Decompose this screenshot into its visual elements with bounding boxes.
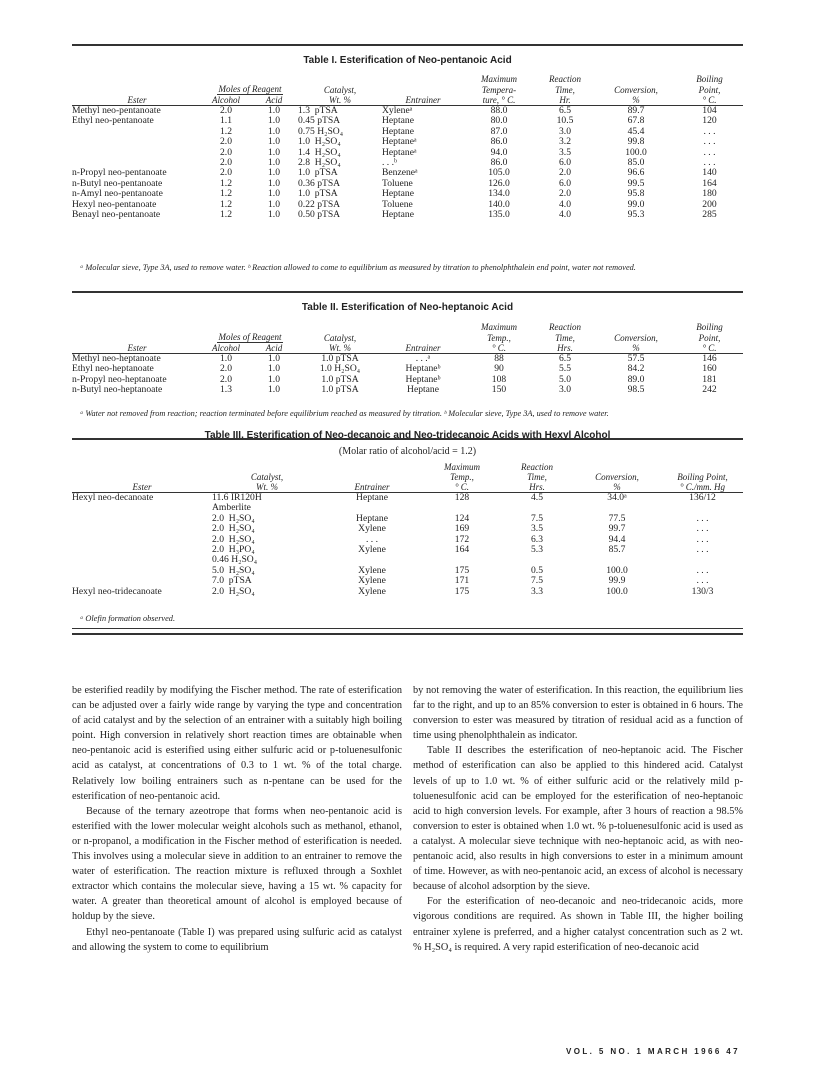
table-cell: 2.0: [220, 363, 232, 375]
table-cell: . . .: [703, 157, 716, 169]
table-cell: 1.2: [220, 188, 232, 200]
table-cell: Toluene: [382, 177, 413, 189]
table1-title: Table I. Esterification of Neo-pentanoic Acid: [303, 55, 512, 66]
table-cell: Xylene: [358, 564, 386, 576]
table-cell: Xylene: [358, 523, 386, 535]
table1-header-time-1: Reaction: [549, 74, 581, 84]
table-cell: Ethyl neo-pentanoate: [72, 115, 154, 127]
table1-header-time-3: Hr.: [559, 95, 571, 105]
table3-bottom-rule-2: [72, 633, 743, 635]
table-cell: Toluene: [382, 198, 413, 210]
table-cell: Methyl neo-heptanoate: [72, 353, 161, 364]
table-cell: 100.0: [625, 146, 647, 158]
table2-header-catalyst-1: Catalyst,: [323, 333, 357, 343]
table1-header-ester: Ester: [127, 95, 147, 105]
table-cell: 6.5: [559, 105, 571, 116]
table-cell: 5.5: [559, 363, 571, 375]
table-cell: 140: [702, 167, 717, 179]
table1-header-acid: Acid: [265, 95, 283, 105]
body-left-paragraph-1: be esterified readily by modifying the Fischer method. The rate of esterification can be adjusted over a fairly wide range by varying the type and concentration of acid catalyst and by the selection of an entrainer with a suitably high boiling point. High conversion in relatively short reaction times are obtainable when neo-pentanoic acid is esterified using either sulfuric acid or p-toluenesulfonic acid as catalyst, at concentrations of 0.3 to 1 wt. % of the total charge. Relatively low boiling entrainers such as n-pentane can be used for the esterification of neo-pentanoic acid.: [72, 685, 402, 802]
table2-header-entrainer: Entrainer: [405, 343, 441, 353]
table-cell: Hexyl neo-pentanoate: [72, 198, 157, 210]
table-cell: 175: [454, 585, 470, 597]
table1-header-bp-1: Boiling: [696, 74, 723, 84]
table-cell: 89.0: [627, 373, 645, 385]
table-cell: 95.3: [627, 209, 645, 221]
table-cell: 1.0: [268, 136, 280, 148]
table-cell: 7.5: [531, 575, 543, 587]
table-cell: 175: [454, 564, 470, 576]
table-cell: Benayl neo-pentanoate: [72, 209, 161, 221]
table1-bottom-rule: [72, 291, 743, 293]
table-row: [72, 535, 743, 545]
table-cell: Heptaneᵃ: [382, 146, 417, 158]
table-cell: Ethyl neo-heptanoate: [72, 363, 154, 375]
table-row: [72, 587, 743, 597]
table-cell: 104: [702, 105, 717, 116]
table-cell: 4.5: [531, 492, 543, 503]
table-cell: 67.8: [627, 115, 645, 127]
table-cell: 1.0: [268, 209, 280, 221]
table-cell: 84.2: [627, 363, 645, 375]
table-cell: [72, 555, 212, 565]
table-cell: 126.0: [488, 177, 510, 189]
table-cell: 88: [494, 353, 504, 364]
table-cell: 130/3: [691, 585, 714, 597]
table-cell: [72, 127, 202, 137]
table-cell: Methyl neo-pentanoate: [72, 105, 161, 116]
table-cell: 171: [454, 575, 470, 587]
table-cell: 1.0 pTSA: [321, 384, 359, 396]
table-cell: 0.36 pTSA: [298, 177, 341, 189]
table-cell: 1.0 pTSA: [298, 188, 338, 200]
table-cell: Heptane: [382, 115, 414, 127]
table2-body: [72, 354, 743, 396]
table-cell: 2.0 H₂SO₄: [212, 523, 255, 535]
table2-header-maxtemp-2: Temp.,: [487, 333, 511, 343]
table2-header-bp-2: Point,: [698, 333, 721, 343]
table-cell: 200: [702, 198, 717, 210]
table3-header-maxtemp-1: Maximum: [444, 462, 480, 472]
table-cell: 1.4 H₂SO₄: [298, 146, 341, 158]
table-cell: 6.0: [559, 177, 571, 189]
table-cell: 94.4: [608, 533, 626, 545]
table2-header-maxtemp-3: ° C.: [491, 343, 507, 353]
table-cell: . . .ᵃ: [415, 353, 431, 364]
table-cell: 164: [454, 544, 470, 556]
table-cell: 3.0: [559, 125, 571, 137]
table-cell: 87.0: [490, 125, 508, 137]
table-cell: 242: [702, 384, 717, 396]
table-cell: 136/12: [689, 492, 716, 503]
table-cell: 5.0 H₂SO₄: [212, 564, 255, 576]
table1-header-bp-2: Point,: [698, 85, 721, 95]
table-cell: 134.0: [488, 188, 510, 200]
table-cell: 1.0: [268, 115, 280, 127]
table-cell: 6.3: [531, 533, 543, 545]
table-cell: 11.6 IR120H: [212, 492, 262, 503]
table-cell: 3.5: [559, 146, 571, 158]
table1-header-conversion-2: %: [632, 95, 640, 105]
table-cell: 99.0: [627, 198, 645, 210]
table-cell: 3.2: [559, 136, 571, 148]
table1-footnote: ᵃ Molecular sieve, Type 3A, used to remove water. ᵇ Reaction allowed to come to equilibrium as measured by titration to phenolphthalein end point, water not removed.: [80, 263, 636, 272]
table2-header-time-3: Hrs.: [557, 343, 573, 353]
table-cell: [72, 566, 212, 576]
table-cell: 3.5: [531, 523, 543, 535]
table-cell: 4.0: [559, 209, 571, 221]
table-cell: 108: [491, 373, 507, 385]
table-cell: 98.5: [627, 384, 645, 396]
table-cell: 2.0: [220, 136, 232, 148]
table-cell: 2.0: [220, 146, 232, 158]
table-cell: 0.5: [531, 564, 543, 576]
table-cell: 2.0 H₂SO₄: [212, 585, 255, 597]
table-cell: 1.2: [220, 198, 232, 210]
table-cell: 86.0: [490, 136, 508, 148]
table-cell: 96.6: [627, 167, 645, 179]
table3-title: Table III. Esterification of Neo-decanoic and Neo-tridecanoic Acids with Hexyl Alcohol: [204, 430, 611, 441]
table-cell: [72, 148, 202, 158]
table-cell: . . .: [696, 564, 709, 576]
table-cell: 99.5: [627, 177, 645, 189]
table-cell: 2.0: [220, 373, 232, 385]
table-row: [72, 493, 743, 504]
top-rule: [72, 44, 743, 46]
table-row: [72, 524, 743, 534]
table-cell: 1.0: [268, 353, 280, 364]
table2-header-time-1: Reaction: [549, 322, 581, 332]
table-cell: 1.3: [220, 384, 232, 396]
table-row: [72, 503, 743, 513]
table1-header-conversion-1: Conversion,: [614, 85, 658, 95]
table1-body: [72, 106, 743, 221]
table-cell: . . .: [703, 125, 716, 137]
table3-header-catalyst-1: Catalyst,: [250, 472, 284, 482]
table-cell: [72, 137, 202, 147]
table3-header-ester: Ester: [132, 482, 152, 492]
table-cell: 2.0 H₃PO₄: [212, 544, 255, 556]
table-cell: 57.5: [627, 353, 645, 364]
table-cell: 1.0: [268, 198, 280, 210]
table2-header-moles: Moles of Reagent: [218, 332, 282, 342]
table2-header-bp-1: Boiling: [696, 322, 723, 332]
table-cell: Heptane: [382, 209, 414, 221]
table-cell: 120: [702, 115, 717, 127]
table3-header-entrainer: Entrainer: [354, 482, 390, 492]
table-cell: 1.2: [220, 125, 232, 137]
table-cell: 0.46 H₂SO₄: [212, 554, 258, 566]
table3-header-time-1: Reaction: [521, 462, 553, 472]
table-cell: 0.22 pTSA: [298, 198, 341, 210]
table2-header-conversion-2: %: [632, 343, 640, 353]
table-cell: 146: [702, 353, 717, 364]
table-cell: Heptaneᵃ: [382, 136, 417, 148]
table3-footnote: ᵃ Olefin formation observed.: [80, 614, 176, 623]
table-cell: . . .: [696, 544, 709, 556]
table-cell: 1.0 pTSA: [321, 373, 359, 385]
table-cell: . . .: [366, 533, 378, 545]
table-cell: Amberlite: [212, 502, 251, 514]
table-cell: . . .: [703, 146, 716, 158]
table3: [72, 462, 743, 597]
table1-header-maxtemp-3: ture, ° C.: [482, 95, 516, 105]
table-cell: 99.7: [608, 523, 626, 535]
table-row: [72, 545, 743, 555]
table-cell: 3.3: [531, 585, 543, 597]
table-cell: 180: [702, 188, 717, 200]
table-cell: Heptane: [356, 512, 388, 524]
body-left-paragraph-3: Ethyl neo-pentanoate (Table I) was prepared using sulfuric acid as catalyst and allowing the system to come to equilibrium: [72, 926, 402, 953]
table-cell: 1.0: [268, 125, 280, 137]
table-cell: Xylene: [358, 544, 386, 556]
body-left-column: [72, 683, 402, 955]
table-cell: 89.7: [627, 105, 645, 116]
table-row: [72, 555, 743, 565]
table-cell: 2.0 H₂SO₄: [212, 533, 255, 545]
table-cell: 6.5: [559, 353, 571, 364]
table-cell: Xylene: [358, 575, 386, 587]
table-cell: Benzeneᵃ: [382, 167, 418, 179]
table2-header-maxtemp-1: Maximum: [481, 322, 517, 332]
table-row: [72, 566, 743, 576]
table-cell: 1.0: [268, 167, 280, 179]
table-cell: 95.8: [627, 188, 645, 200]
table-cell: 6.0: [559, 157, 571, 169]
table2-header-acid: Acid: [265, 343, 283, 353]
table-cell: [72, 535, 212, 545]
body-right-paragraph-2: Table II describes the esterification of neo-heptanoic acid. The Fischer method of esterification can also be applied to this hindered acid. Catalyst levels of up to 1.0 wt. % of either sulfuric acid or the relatively mild p-toluenesulfonic acid can be employed for the esterification of neo-heptanoic acid to high conversion levels. For example, after 3 hours of reaction a 98.5% conversion to ester is obtained when 1.0 wt. % p-toluenesulfonic acid is used as a catalyst. A molecular sieve technique with neo-heptanoic acid, as with neo-pentanoic acid, also results in high conversions to ester in a minimum amount of time. However, as with neo-pentanoic acid, an excess of alcohol is necessary because of alcohol adsorption by the sieve.: [413, 745, 743, 893]
table-cell: 90: [494, 363, 504, 375]
table-cell: 0.75 H₂SO₄: [298, 125, 344, 137]
table-cell: 1.2: [220, 177, 232, 189]
table-cell: [72, 514, 212, 524]
table-cell: 1.0 H₂SO₄: [298, 136, 341, 148]
table-cell: . . .ᵇ: [382, 157, 397, 169]
table-cell: 1.0 H₂SO₄: [319, 363, 361, 375]
table-cell: 0.50 pTSA: [298, 209, 341, 221]
table-cell: 1.0: [268, 105, 280, 116]
table-cell: 1.0 pTSA: [321, 353, 359, 364]
table3-header-time-3: Hrs.: [529, 482, 545, 492]
table-row: [72, 385, 743, 395]
table2-header-bp-3: ° C.: [702, 343, 717, 353]
table-cell: 80.0: [490, 115, 508, 127]
table-cell: 1.0: [268, 157, 280, 169]
table-cell: 169: [454, 523, 470, 535]
table-cell: 128: [454, 492, 470, 503]
body-right-paragraph-3: For the esterification of neo-decanoic and neo-tridecanoic acids, more vigorous conditions are required. As shown in Table III, the higher boiling entrainer xylene is preferred, and a higher catalyst concentration such as 2 wt. % H₂SO₄ is required. A very rapid esterification of neo-decanoic acid: [413, 896, 743, 953]
table-cell: 5.3: [531, 544, 543, 556]
table3-header-maxtemp-2: Temp.,: [450, 472, 474, 482]
table3-header-bp-2: ° C./mm. Hg: [679, 482, 726, 492]
table-cell: 150: [491, 384, 507, 396]
table-cell: n-Propyl neo-pentanoate: [72, 167, 167, 179]
table-cell: 34.0ᵃ: [607, 492, 627, 503]
table-cell: 45.4: [627, 125, 645, 137]
table-cell: 100.0: [606, 564, 628, 576]
table-cell: 140.0: [488, 198, 510, 210]
table-cell: 5.0: [559, 373, 571, 385]
table1-header-entrainer: Entrainer: [405, 95, 441, 105]
table-cell: 1.0: [268, 177, 280, 189]
table3-header-conversion-1: Conversion,: [595, 472, 639, 482]
table-cell: 2.0 H₂SO₄: [212, 512, 255, 524]
table-cell: Xyleneᵃ: [382, 105, 413, 116]
table2-footnote: ᵃ Water not removed from reaction; reaction terminated before equilibrium reached as measured by titration. ᵇ Molecular sieve, Type 3A, used to remove water.: [80, 409, 609, 418]
table-cell: 135.0: [488, 209, 510, 221]
table1-header-maxtemp-2: Tempera-: [481, 85, 517, 95]
body-right-paragraph-1: by not removing the water of esterification. In this reaction, the equilibrium lies far to the right, and up to an 85% conversion to ester is obtained in 6 hours. The conversion to ester was measured by titration of residual acid as a function of time using phenolphthalein as indicator.: [413, 685, 743, 742]
body-right-column: [413, 683, 743, 955]
table-cell: 1.0 pTSA: [298, 167, 338, 179]
table2-header-time-2: Time,: [555, 333, 575, 343]
table-cell: 1.1: [220, 115, 232, 127]
table-row: [72, 514, 743, 524]
table-cell: 1.0: [268, 384, 280, 396]
table-cell: 0.45 pTSA: [298, 115, 341, 127]
table-row: [72, 210, 743, 220]
table-cell: 85.7: [608, 544, 626, 556]
table2: [72, 322, 743, 396]
table-cell: 2.8 H₂SO₄: [298, 157, 341, 169]
table-cell: 100.0: [606, 585, 628, 597]
table-cell: 181: [702, 373, 717, 385]
table-cell: n-Butyl neo-heptanoate: [72, 384, 163, 396]
table3-header-conversion-2: %: [613, 482, 621, 492]
table2-header-alcohol: Alcohol: [212, 343, 240, 353]
table-cell: Xylene: [358, 585, 386, 597]
table1-header-bp-3: ° C.: [702, 95, 717, 105]
table-cell: . . .: [696, 523, 709, 535]
table3-subtitle: (Molar ratio of alcohol/acid = 1.2): [338, 446, 477, 457]
table-cell: 105.0: [488, 167, 510, 179]
table-cell: 88.0: [490, 105, 508, 116]
body-left-paragraph-2: Because of the ternary azeotrope that forms when neo-pentanoic acid is esterified with the lower molecular weight alcohols such as methanol, ethanol, or n-propanol, a modification in the Fischer method of esterification is needed. This involves using a molecular sieve in addition to an entrainer to remove the water of esterification. The reaction mixture is refluxed through a Soxhlet extractor which contains the molecular sieve, having a 15 wt. % capacity for water. A greater than theoretical amount of alcohol is employed because of holdup by the sieve.: [72, 805, 402, 923]
table-cell: 2.0: [220, 157, 232, 169]
table-cell: Heptane: [382, 125, 414, 137]
table-cell: Heptane: [356, 492, 388, 503]
table-cell: Hexyl neo-tridecanoate: [72, 585, 162, 597]
table-cell: Hexyl neo-decanoate: [72, 492, 154, 503]
table3-header-maxtemp-3: ° C.: [454, 482, 470, 492]
table-cell: 99.8: [627, 136, 645, 148]
table-cell: . . .: [696, 533, 709, 545]
table-cell: 164: [702, 177, 717, 189]
table-cell: . . .: [703, 136, 716, 148]
table1-header-catalyst-2: Wt. %: [329, 95, 351, 105]
table-cell: [72, 524, 212, 534]
table2-header-ester: Ester: [127, 343, 147, 353]
table-cell: 99.9: [608, 575, 626, 587]
table-cell: 3.0: [559, 384, 571, 396]
table-cell: 1.2: [220, 209, 232, 221]
table-cell: 160: [702, 363, 717, 375]
table2-header-conversion-1: Conversion,: [614, 333, 658, 343]
table-cell: [72, 545, 212, 555]
table-cell: 2.0: [559, 188, 571, 200]
table-cell: 1.0: [268, 188, 280, 200]
table-cell: Heptaneᵇ: [405, 363, 441, 375]
table-cell: 1.0: [220, 353, 232, 364]
table-cell: 86.0: [490, 157, 508, 169]
table-cell: 94.0: [490, 146, 508, 158]
table-cell: . . .: [696, 575, 709, 587]
table-cell: 77.5: [608, 512, 626, 524]
table-cell: 1.0: [268, 373, 280, 385]
table3-header-time-2: Time,: [527, 472, 547, 482]
table3-header-bp-1: Boiling Point,: [677, 472, 728, 482]
table3-bottom-rule-1: [72, 628, 743, 629]
table3-header-catalyst-2: Wt. %: [256, 482, 278, 492]
table-cell: 1.0: [268, 363, 280, 375]
table-cell: 2.0: [220, 105, 232, 116]
table1-header-moles: Moles of Reagent: [218, 84, 282, 94]
table-cell: 124: [454, 512, 470, 524]
table-cell: n-Propyl neo-heptanoate: [72, 373, 167, 385]
table1-header-maxtemp-1: Maximum: [481, 74, 517, 84]
table-cell: 1.3 pTSA: [298, 105, 338, 116]
table-cell: n-Amyl neo-pentanoate: [72, 188, 163, 200]
table-cell: 7.5: [531, 512, 543, 524]
table-cell: 172: [454, 533, 470, 545]
table-cell: 2.0: [559, 167, 571, 179]
table-cell: Heptane: [382, 188, 414, 200]
table-cell: 4.0: [559, 198, 571, 210]
table-cell: n-Butyl neo-pentanoate: [72, 177, 163, 189]
table1-header-alcohol: Alcohol: [212, 95, 240, 105]
table-cell: Heptane: [407, 384, 439, 396]
table2-header-catalyst-2: Wt. %: [329, 343, 351, 353]
page-footer: VOL. 5 NO. 1 MARCH 1966 47: [566, 1047, 740, 1056]
table-cell: . . .: [696, 512, 709, 524]
table-cell: 1.0: [268, 146, 280, 158]
table-cell: 7.0 pTSA: [212, 575, 252, 587]
table1: [72, 74, 743, 220]
table-cell: [72, 503, 212, 513]
table-cell: 2.0: [220, 167, 232, 179]
table2-title: Table II. Esterification of Neo-heptanoic Acid: [301, 302, 514, 313]
table1-header-catalyst-1: Catalyst,: [323, 85, 357, 95]
table-cell: 285: [702, 209, 717, 221]
table-cell: 85.0: [627, 157, 645, 169]
table-cell: 10.5: [556, 115, 574, 127]
table1-header-time-2: Time,: [555, 85, 575, 95]
table3-body: [72, 493, 743, 598]
table-row: [72, 576, 743, 586]
table-cell: Heptaneᵇ: [405, 373, 441, 385]
